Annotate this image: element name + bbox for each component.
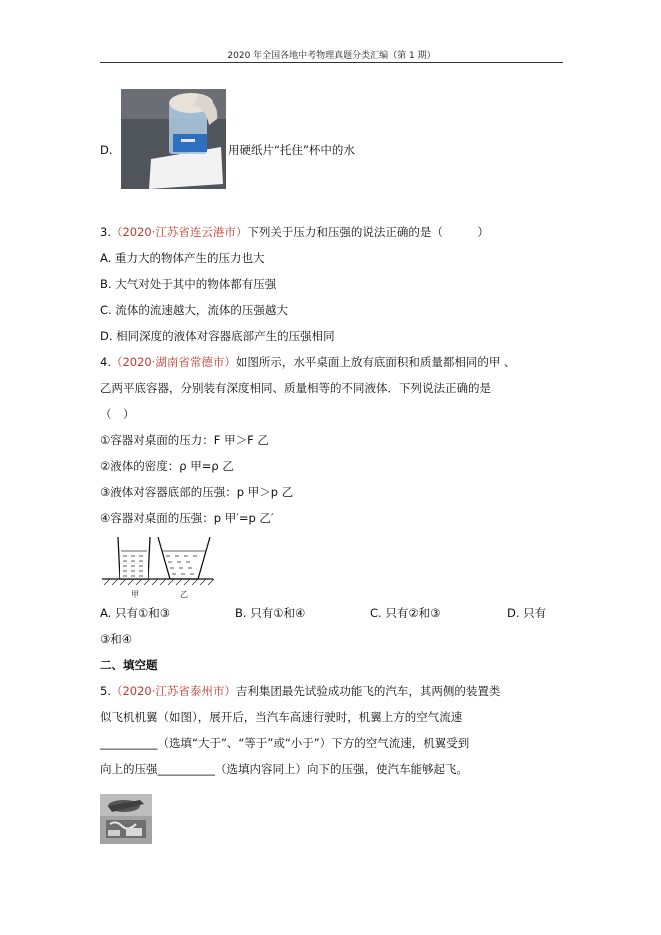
section-title-fill-in: 二、填空题 [100, 658, 158, 672]
q4-option-c: C. 只有②和③ [370, 606, 441, 620]
q3-stem-text: 下列关于压力和压强的说法正确的是（ ） [247, 225, 489, 239]
q4-statement-1: ①容器对桌面的压力：F 甲＞F 乙 [100, 433, 269, 447]
q3-stem [100, 224, 489, 240]
header-divider [100, 62, 563, 63]
q2-option-d-photo [121, 89, 226, 189]
q3-option-b: B. 大气对处于其中的物体都有压强 [100, 277, 277, 291]
q5-source: （2020·江苏省泰州市） [110, 684, 236, 698]
q4-number: 4. [100, 355, 111, 369]
q5-line4-start: 向上的压强 [100, 762, 158, 776]
q4-stem-line3: （ ） [100, 407, 135, 421]
q3-number: 3. [100, 225, 111, 239]
q5-line1 [100, 683, 500, 699]
q2-option-d-letter: D. [100, 143, 113, 157]
q4-option-d: D. 只有 [507, 606, 547, 620]
q2-option-d-text: 用硬纸片“托住”杯中的水 [228, 143, 355, 157]
q4-stem-line2: 乙两平底容器，分别装有深度相同、质量相等的不同液体．下列说法正确的是 [100, 381, 491, 395]
q4-option-a: A. 只有①和③ [100, 606, 171, 620]
q4-source: （2020·湖南省常德市） [110, 355, 236, 369]
q5-blank-1: __________ [100, 736, 158, 750]
q5-flying-car-photo [100, 794, 152, 844]
q5-blank-2: __________ [157, 762, 215, 776]
q3-source: （2020·江苏省连云港市） [110, 225, 248, 239]
q4-option-b: B. 只有①和④ [235, 606, 306, 620]
q4-statement-2: ②液体的密度：ρ 甲=ρ 乙 [100, 459, 234, 473]
q4-statement-4: ④容器对桌面的压强：p 甲′=p 乙′ [100, 511, 274, 525]
q5-line2: 似飞机机翼（如图），展开后，当汽车高速行驶时，机翼上方的空气流速 [100, 710, 463, 724]
q5-line4 [100, 761, 468, 777]
q3-option-a: A. 重力大的物体产生的压力也大 [100, 251, 265, 265]
q5-line3 [100, 735, 469, 751]
q5-number: 5. [100, 684, 111, 698]
q3-option-d: D. 相同深度的液体对容器底部产生的压强相同 [100, 329, 335, 343]
q3-option-c: C. 流体的流速越大，流体的压强越大 [100, 303, 288, 317]
q4-container-figure [100, 535, 215, 603]
q4-option-d-continued: ③和④ [100, 632, 133, 646]
q4-stem-line1 [100, 354, 516, 370]
q4-figure-label-left: 甲 [131, 590, 139, 599]
q5-line1-text: 吉利集团最先试验成功能飞的汽车，其两侧的装置类 [235, 684, 501, 698]
q4-statement-3: ③液体对容器底部的压强：p 甲＞p 乙 [100, 485, 294, 499]
q4-stem-text1: 如图所示，水平桌面上放有底面积和质量都相同的甲 、 [235, 355, 516, 369]
q5-line3-text: （选填“大于”、“等于”或“小于”）下方的空气流速，机翼受到 [157, 736, 470, 750]
q4-figure-label-right: 乙 [180, 590, 188, 599]
q5-line4-text: （选填内容同上）向下的压强，使汽车能够起飞。 [215, 762, 468, 776]
page-header: 2020 年全国各地中考物理真题分类汇编（第 1 期） [227, 51, 436, 61]
